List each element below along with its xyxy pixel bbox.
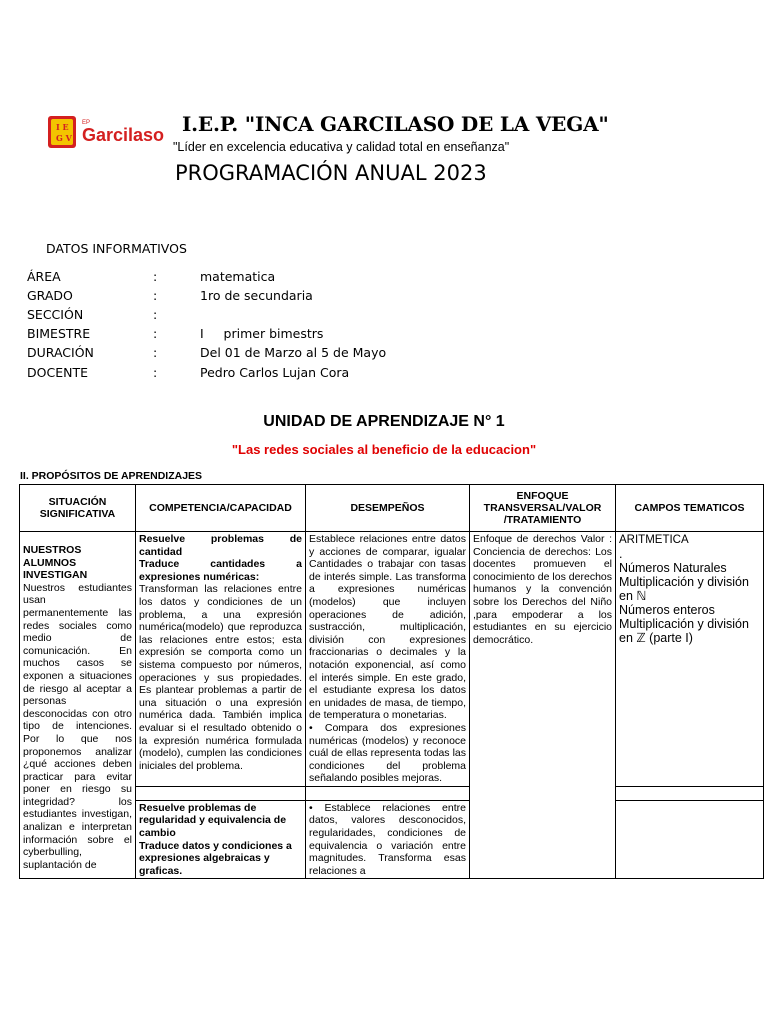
- datos-colon: :: [153, 307, 158, 322]
- competencia-cell-1: [136, 532, 306, 787]
- campos-cell-2: [616, 800, 764, 879]
- table-header-row: [20, 485, 764, 532]
- datos-value: Del 01 de Marzo al 5 de Mayo: [200, 345, 387, 360]
- desempenos-cell-2: [306, 800, 470, 879]
- campos-cell: [616, 532, 764, 787]
- learning-purposes-table: [19, 484, 764, 879]
- header-desempenos: DESEMPEÑOS: [306, 485, 470, 532]
- campos-dot: .: [619, 547, 623, 561]
- situacion-text: Nuestros estudiantes usan permanentemente las redes sociales como medio de comunicación. En muchos casos se exponen a situaciones de riesgo al aceptar a personas desconocidas con otro tipo de intenciones. Por lo que nos proponemos analizar ¿qué acciones deben practicar para evitar poner en riesgo su integridad? los estudiantes investigan, analizan e interpretan información sobre el cyberbulling, suplantación de: [23, 581, 132, 871]
- desempeno-1b: • Compara dos expresiones numéricas (modelos) y reconoce cuál de ellas representa todas las condiciones del problema señalando posibles mejoras.: [309, 721, 466, 785]
- datos-value: matematica: [200, 269, 276, 284]
- datos-colon: :: [153, 365, 158, 380]
- campos-item: Multiplicación y división en ℕ: [619, 575, 749, 603]
- datos-colon: :: [153, 269, 158, 284]
- situacion-cell: [20, 532, 136, 879]
- datos-colon: :: [153, 288, 158, 303]
- datos-label: ÁREA: [27, 269, 61, 284]
- desempenos-cell-1: [306, 532, 470, 787]
- datos-value: Pedro Carlos Lujan Cora: [200, 365, 350, 380]
- campos-item: Números Naturales: [619, 561, 727, 575]
- header-situacion: SITUACIÓN SIGNIFICATIVA: [20, 485, 136, 532]
- header-campos: CAMPOS TEMATICOS: [616, 485, 764, 532]
- school-logo: [48, 112, 178, 156]
- datos-value: I primer bimestrs: [200, 326, 324, 341]
- enfoque-cell: [470, 532, 616, 879]
- datos-colon: :: [153, 326, 158, 341]
- spacer-cell: [306, 786, 470, 800]
- program-title: PROGRAMACIÓN ANUAL 2023: [175, 161, 487, 185]
- capacidad-2-title: Traduce datos y condiciones a expresiones algebraicas y graficas.: [139, 839, 292, 877]
- svg-text:EP: EP: [82, 120, 91, 126]
- competencia-2-title: Resuelve problemas de regularidad y equivalencia de cambio: [139, 801, 287, 840]
- campos-title: ARITMETICA: [619, 534, 689, 546]
- competencia-1-title: Resuelve problemas de cantidad: [139, 533, 302, 558]
- school-motto: "Líder en excelencia educativa y calidad total en enseñanza": [173, 140, 510, 154]
- capacidad-1-text: Transforman las relaciones entre los datos y condiciones de un problema, a una expresión numérica(modelo) que reproduzca las relaciones entre estos; esta expresión se comporta como un sistema compuesto por números, operaciones y sus propiedades. Es plantear problemas a partir de una situación o una expresión numérica dada. También implica evaluar si el resultado obtenido o la expresión numérica formulada (modelo), cumplen las condiciones iniciales del problema.: [139, 583, 302, 772]
- datos-label: DURACIÓN: [27, 345, 94, 360]
- section-title: II. PROPÓSITOS DE APRENDIZAJES: [20, 470, 203, 482]
- datos-label: DOCENTE: [27, 365, 88, 380]
- datos-label: SECCIÓN: [27, 307, 84, 322]
- enfoque-text: Enfoque de derechos Valor : Conciencia de derechos: Los docentes promueven el conocimiento de los derechos humanos y la convención sobre los Derechos del Niño ,para empoderar a los estudiantes en su ejercicio democrático.: [473, 533, 612, 646]
- campos-item: Multiplicación y división en ℤ (parte I): [619, 617, 749, 645]
- datos-colon: :: [153, 345, 158, 360]
- school-name: I.E.P. "INCA GARCILASO DE LA VEGA": [182, 112, 609, 136]
- table-row: [20, 532, 764, 787]
- spacer-cell: [136, 786, 306, 800]
- capacidad-1-title: Traduce cantidades a expresiones numéricas:: [139, 558, 302, 583]
- datos-label: GRADO: [27, 288, 73, 303]
- campos-item: Números enteros: [619, 603, 715, 617]
- situacion-title: NUESTROS ALUMNOS INVESTIGAN: [23, 544, 88, 582]
- svg-text:Garcilaso: Garcilaso: [82, 125, 165, 145]
- competencia-cell-2: [136, 800, 306, 879]
- svg-text:G V: G V: [56, 133, 72, 143]
- desempeno-2: • Establece relaciones entre datos, valores desconocidos, regularidades, condiciones de equivalencia o variación entre magnitudes. Transforma esas relaciones a: [309, 801, 466, 877]
- datos-value: 1ro de secundaria: [200, 288, 313, 303]
- unit-subtitle: "Las redes sociales al beneficio de la educacion": [231, 442, 537, 457]
- header-competencia: COMPETENCIA/CAPACIDAD: [136, 485, 306, 532]
- desempeno-1a: Establece relaciones entre datos y acciones de comparar, igualar Cantidades o trabajar con tasas de interés simple. Las transforma a expresiones numéricas (modelos) que incluyen operaciones de adición, sustracción, multiplicación, división con expresiones fraccionarias o decimales y la notación exponencial, así como el interés simple. En este grado, el estudiante expresa los datos en unidades de masa, de tiempo, de temperatura o monetarias.: [309, 533, 466, 722]
- spacer-cell: [616, 786, 764, 800]
- datos-label: BIMESTRE: [27, 326, 91, 341]
- unit-title: UNIDAD DE APRENDIZAJE N° 1: [263, 413, 505, 430]
- datos-heading: DATOS INFORMATIVOS: [46, 241, 187, 256]
- header-enfoque: ENFOQUE TRANSVERSAL/VALOR /TRATAMIENTO: [470, 485, 616, 532]
- svg-text:I E: I E: [56, 122, 69, 132]
